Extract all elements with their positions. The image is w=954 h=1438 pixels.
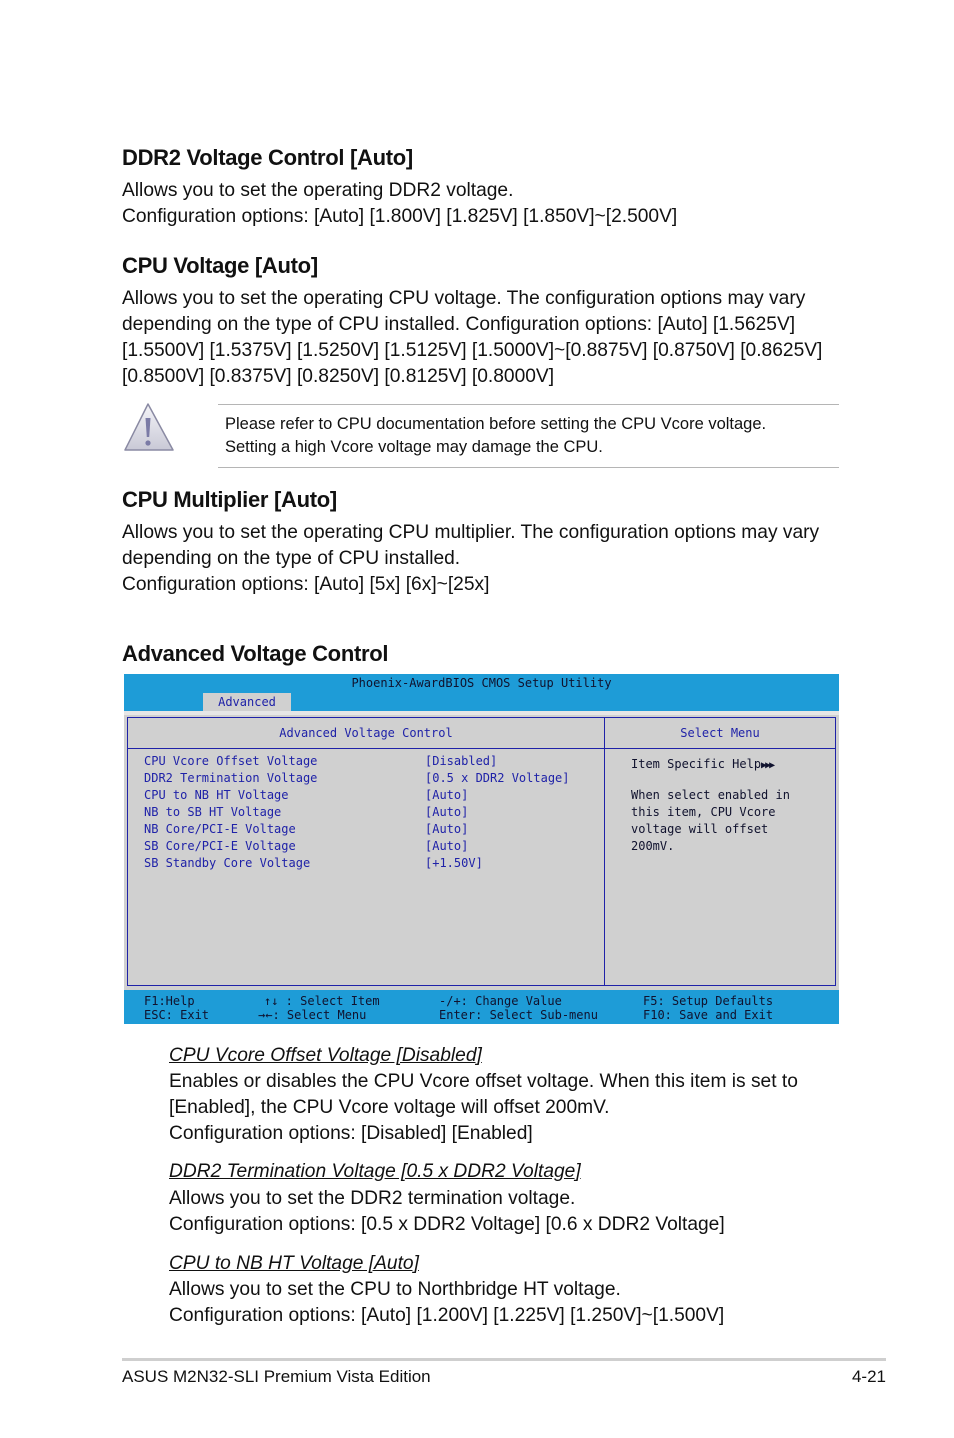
bios-tab-row (124, 692, 839, 711)
text-line: Allows you to set the operating CPU voltage. The configuration options may vary (122, 288, 806, 309)
ddr2-voltage-description (122, 178, 677, 230)
bios-value-ddr2-termination[interactable]: [0.5 x DDR2 Voltage] (425, 771, 570, 785)
bios-value-sb-standby-core[interactable]: [+1.50V] (425, 856, 483, 870)
bios-help-header: Select Menu (605, 718, 835, 749)
bios-help-pane (604, 717, 836, 986)
cpu-voltage-description (122, 286, 822, 390)
bios-title-bar: Phoenix-AwardBIOS CMOS Setup Utility (124, 674, 839, 692)
subitem-description-cpu-vcore-offset (169, 1069, 798, 1147)
text-line: [0.8500V] [0.8375V] [0.8250V] [0.8125V] [0.8000V] (122, 366, 555, 387)
text-line: Setting a high Vcore voltage may damage the CPU. (225, 438, 603, 456)
bios-help-line: 200mV. (631, 839, 675, 853)
key-sub-menu: Enter: Select Sub-menu (439, 1008, 598, 1022)
bios-item-nb-sb-ht[interactable]: NB to SB HT Voltage (144, 805, 282, 819)
bios-item-sb-standby-core[interactable]: SB Standby Core Voltage (144, 856, 311, 870)
subitem-description-cpu-nb-ht (169, 1277, 724, 1329)
text-line: Configuration options: [Auto] [5x] [6x]~[25x] (122, 574, 490, 595)
note-top-rule (218, 404, 839, 405)
bios-help-title (631, 756, 773, 774)
bios-settings-header: Advanced Voltage Control (128, 718, 604, 749)
note-text (225, 413, 766, 459)
text-line: Configuration options: [Auto] [1.800V] [1.825V] [1.850V]~[2.500V] (122, 206, 678, 227)
key-save-exit: F10: Save and Exit (643, 1008, 774, 1022)
bios-item-cpu-nb-ht[interactable]: CPU to NB HT Voltage (144, 788, 289, 802)
advanced-voltage-heading: Advanced Voltage Control (122, 641, 389, 666)
text-line: Enables or disables the CPU Vcore offset voltage. When this item is set to (169, 1071, 798, 1092)
text-line: depending on the type of CPU installed. Configuration options: [Auto] [1.5625V] (122, 314, 796, 335)
cpu-multiplier-heading: CPU Multiplier [Auto] (122, 487, 337, 512)
text-line: Allows you to set the operating CPU multiplier. The configuration options may vary (122, 522, 820, 543)
tab-advanced[interactable]: Advanced (203, 693, 291, 711)
bios-help-line: this item, CPU Vcore (631, 805, 776, 819)
triple-arrow-icon: ▶▶▶ (761, 760, 774, 771)
bios-divider (124, 711, 839, 715)
bios-item-cpu-vcore-offset[interactable]: CPU Vcore Offset Voltage (144, 754, 318, 768)
subitem-title-cpu-nb-ht: CPU to NB HT Voltage [Auto] (169, 1253, 419, 1274)
key-exit: ESC: Exit (144, 1008, 210, 1022)
text-line: [Enabled], the CPU Vcore voltage will offset 200mV. (169, 1097, 610, 1118)
note-bottom-rule (218, 467, 839, 468)
bios-value-nb-sb-ht[interactable]: [Auto] (425, 805, 469, 819)
bios-item-sb-core-pcie[interactable]: SB Core/PCI-E Voltage (144, 839, 296, 853)
key-change-value: -/+: Change Value (439, 994, 562, 1008)
text-line: depending on the type of CPU installed. (122, 548, 461, 569)
footer-rule (122, 1358, 886, 1361)
cpu-multiplier-description (122, 520, 819, 598)
key-help: F1:Help (144, 994, 195, 1008)
bios-value-sb-core-pcie[interactable]: [Auto] (425, 839, 469, 853)
bios-help-line: When select enabled in (631, 788, 790, 802)
cpu-voltage-heading: CPU Voltage [Auto] (122, 253, 318, 278)
key-select-item: ↑↓ : Select Item (264, 994, 380, 1008)
footer-product-name: ASUS M2N32-SLI Premium Vista Edition (122, 1367, 431, 1386)
text-line: Configuration options: [Auto] [1.200V] [1.225V] [1.250V]~[1.500V] (169, 1305, 725, 1326)
bios-value-cpu-vcore-offset[interactable]: [Disabled] (425, 754, 498, 768)
text-line: Allows you to set the DDR2 termination voltage. (169, 1188, 576, 1209)
ddr2-voltage-heading: DDR2 Voltage Control [Auto] (122, 145, 413, 170)
warning-triangle-icon (122, 400, 178, 456)
bios-value-cpu-nb-ht[interactable]: [Auto] (425, 788, 469, 802)
bios-help-line: voltage will offset (631, 822, 769, 836)
bios-key-bar (124, 990, 839, 1024)
help-title-text: Item Specific Help (631, 757, 762, 771)
bios-item-ddr2-termination[interactable]: DDR2 Termination Voltage (144, 771, 318, 785)
bios-item-nb-core-pcie[interactable]: NB Core/PCI-E Voltage (144, 822, 296, 836)
bios-screen (124, 674, 839, 1024)
key-select-menu: →←: Select Menu (258, 1008, 367, 1022)
subitem-title-ddr2-termination: DDR2 Termination Voltage [0.5 x DDR2 Voltage] (169, 1161, 581, 1182)
text-line: Allows you to set the operating DDR2 voltage. (122, 180, 514, 201)
subitem-description-ddr2-termination (169, 1186, 725, 1238)
text-line: Allows you to set the CPU to Northbridge HT voltage. (169, 1279, 621, 1300)
bios-value-nb-core-pcie[interactable]: [Auto] (425, 822, 469, 836)
text-line: Please refer to CPU documentation before setting the CPU Vcore voltage. (225, 415, 767, 433)
text-line: Configuration options: [Disabled] [Enabled] (169, 1123, 533, 1144)
footer-page-number: 4-21 (851, 1367, 886, 1386)
key-setup-defaults: F5: Setup Defaults (643, 994, 774, 1008)
subitem-title-cpu-vcore-offset: CPU Vcore Offset Voltage [Disabled] (169, 1045, 482, 1066)
text-line: [1.5500V] [1.5375V] [1.5250V] [1.5125V] [1.5000V]~[0.8875V] [0.8750V] [0.8625V] (122, 340, 823, 361)
text-line: Configuration options: [0.5 x DDR2 Voltage] [0.6 x DDR2 Voltage] (169, 1214, 725, 1235)
bios-settings-pane (127, 717, 605, 986)
